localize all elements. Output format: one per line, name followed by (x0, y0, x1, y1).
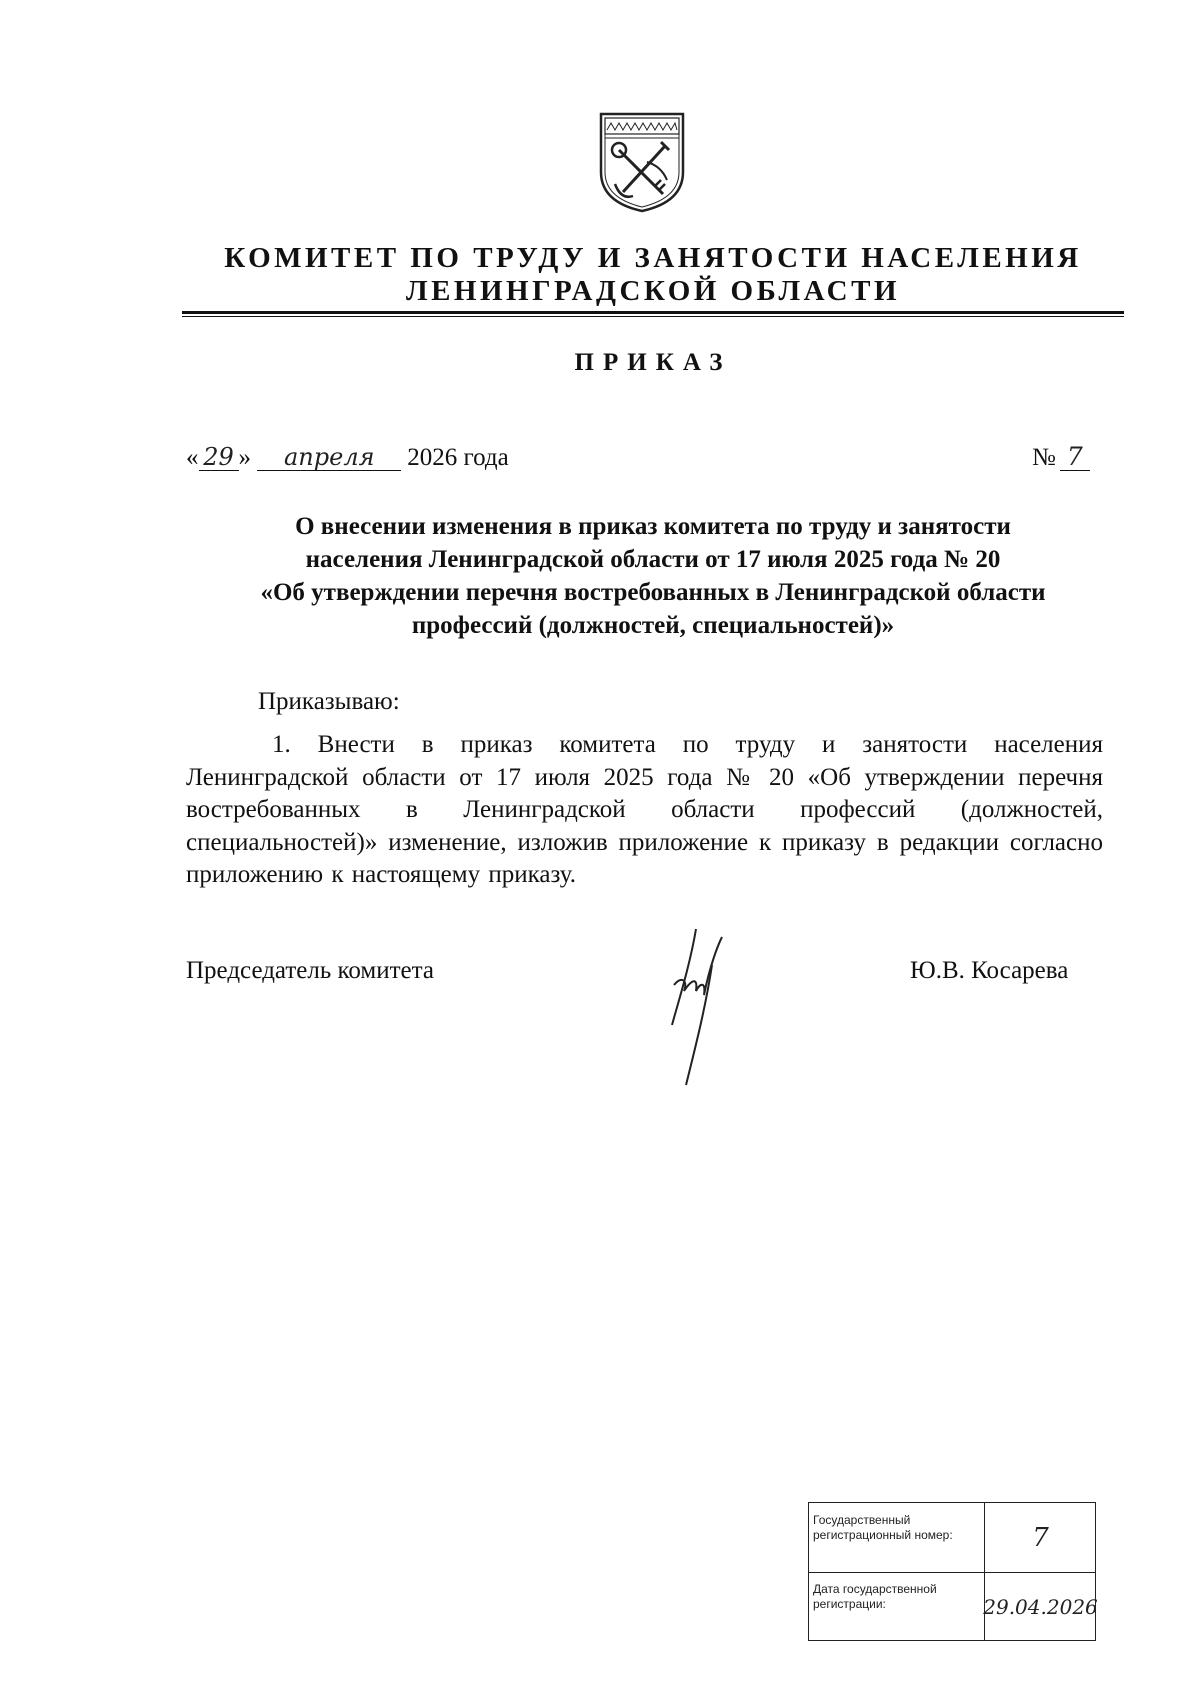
header-rule-thin (182, 316, 1124, 317)
subject-line4: профессий (должностей, специальностей)» (411, 612, 895, 639)
signer-name: Ю.В. Косарева (910, 957, 1069, 984)
order-number (1032, 444, 1090, 472)
date-month-handwritten: апреля (257, 444, 401, 471)
organization-name-line2: ЛЕНИНГРАДСКОЙ ОБЛАСТИ (405, 275, 901, 307)
registration-number-label: Государственный регистрационный номер: (813, 1513, 953, 1542)
date-close-quote: » (238, 444, 251, 471)
date-line (186, 444, 509, 472)
registration-date-handwritten: 29.04.2026 (984, 1572, 1096, 1641)
registration-number-row (809, 1503, 1095, 1573)
handwritten-signature-icon (660, 925, 740, 1090)
date-open-quote: « (186, 444, 199, 471)
coat-of-arms-icon (597, 110, 687, 214)
subject-line2: населения Ленинградской области от 17 июля 2025 года № 20 (305, 546, 1001, 573)
registration-date-row (809, 1572, 1098, 1641)
organization-name-line1: КОМИТЕТ ПО ТРУДУ И ЗАНЯТОСТИ НАСЕЛЕНИЯ (224, 242, 1082, 274)
order-item-1: 1. Внести в приказ комитета по труду и занятости населения Ленинградской области от 17 июля 2025 года № 20 «Об утверждении перечня востребованных в Ленинградской области профессий (должностей, специальностей)» изменение, изложив приложение к приказу в редакции согласно приложению к настоящему приказу. (186, 731, 1103, 888)
organization-name (183, 242, 1123, 308)
registration-stamp (808, 1502, 1096, 1641)
document-type: ПРИКАЗ (574, 349, 732, 376)
date-year: 2026 года (407, 444, 509, 471)
signer-title: Председатель комитета (186, 957, 434, 984)
order-number-handwritten: 7 (1060, 444, 1090, 471)
order-word: Приказываю: (258, 688, 400, 715)
registration-date-label: Дата государственной регистрации: (813, 1582, 937, 1611)
header-rule-thick (182, 311, 1124, 314)
registration-number-handwritten: 7 (984, 1503, 1096, 1572)
order-number-label: № (1032, 444, 1056, 471)
subject-line3: «Об утверждении перечня востребованных в Ленинградской области (260, 579, 1046, 606)
date-day-handwritten: 29 (199, 444, 239, 471)
subject-line1: О внесении изменения в приказ комитета по труду и занятости (295, 513, 1011, 540)
order-subject (183, 510, 1123, 642)
